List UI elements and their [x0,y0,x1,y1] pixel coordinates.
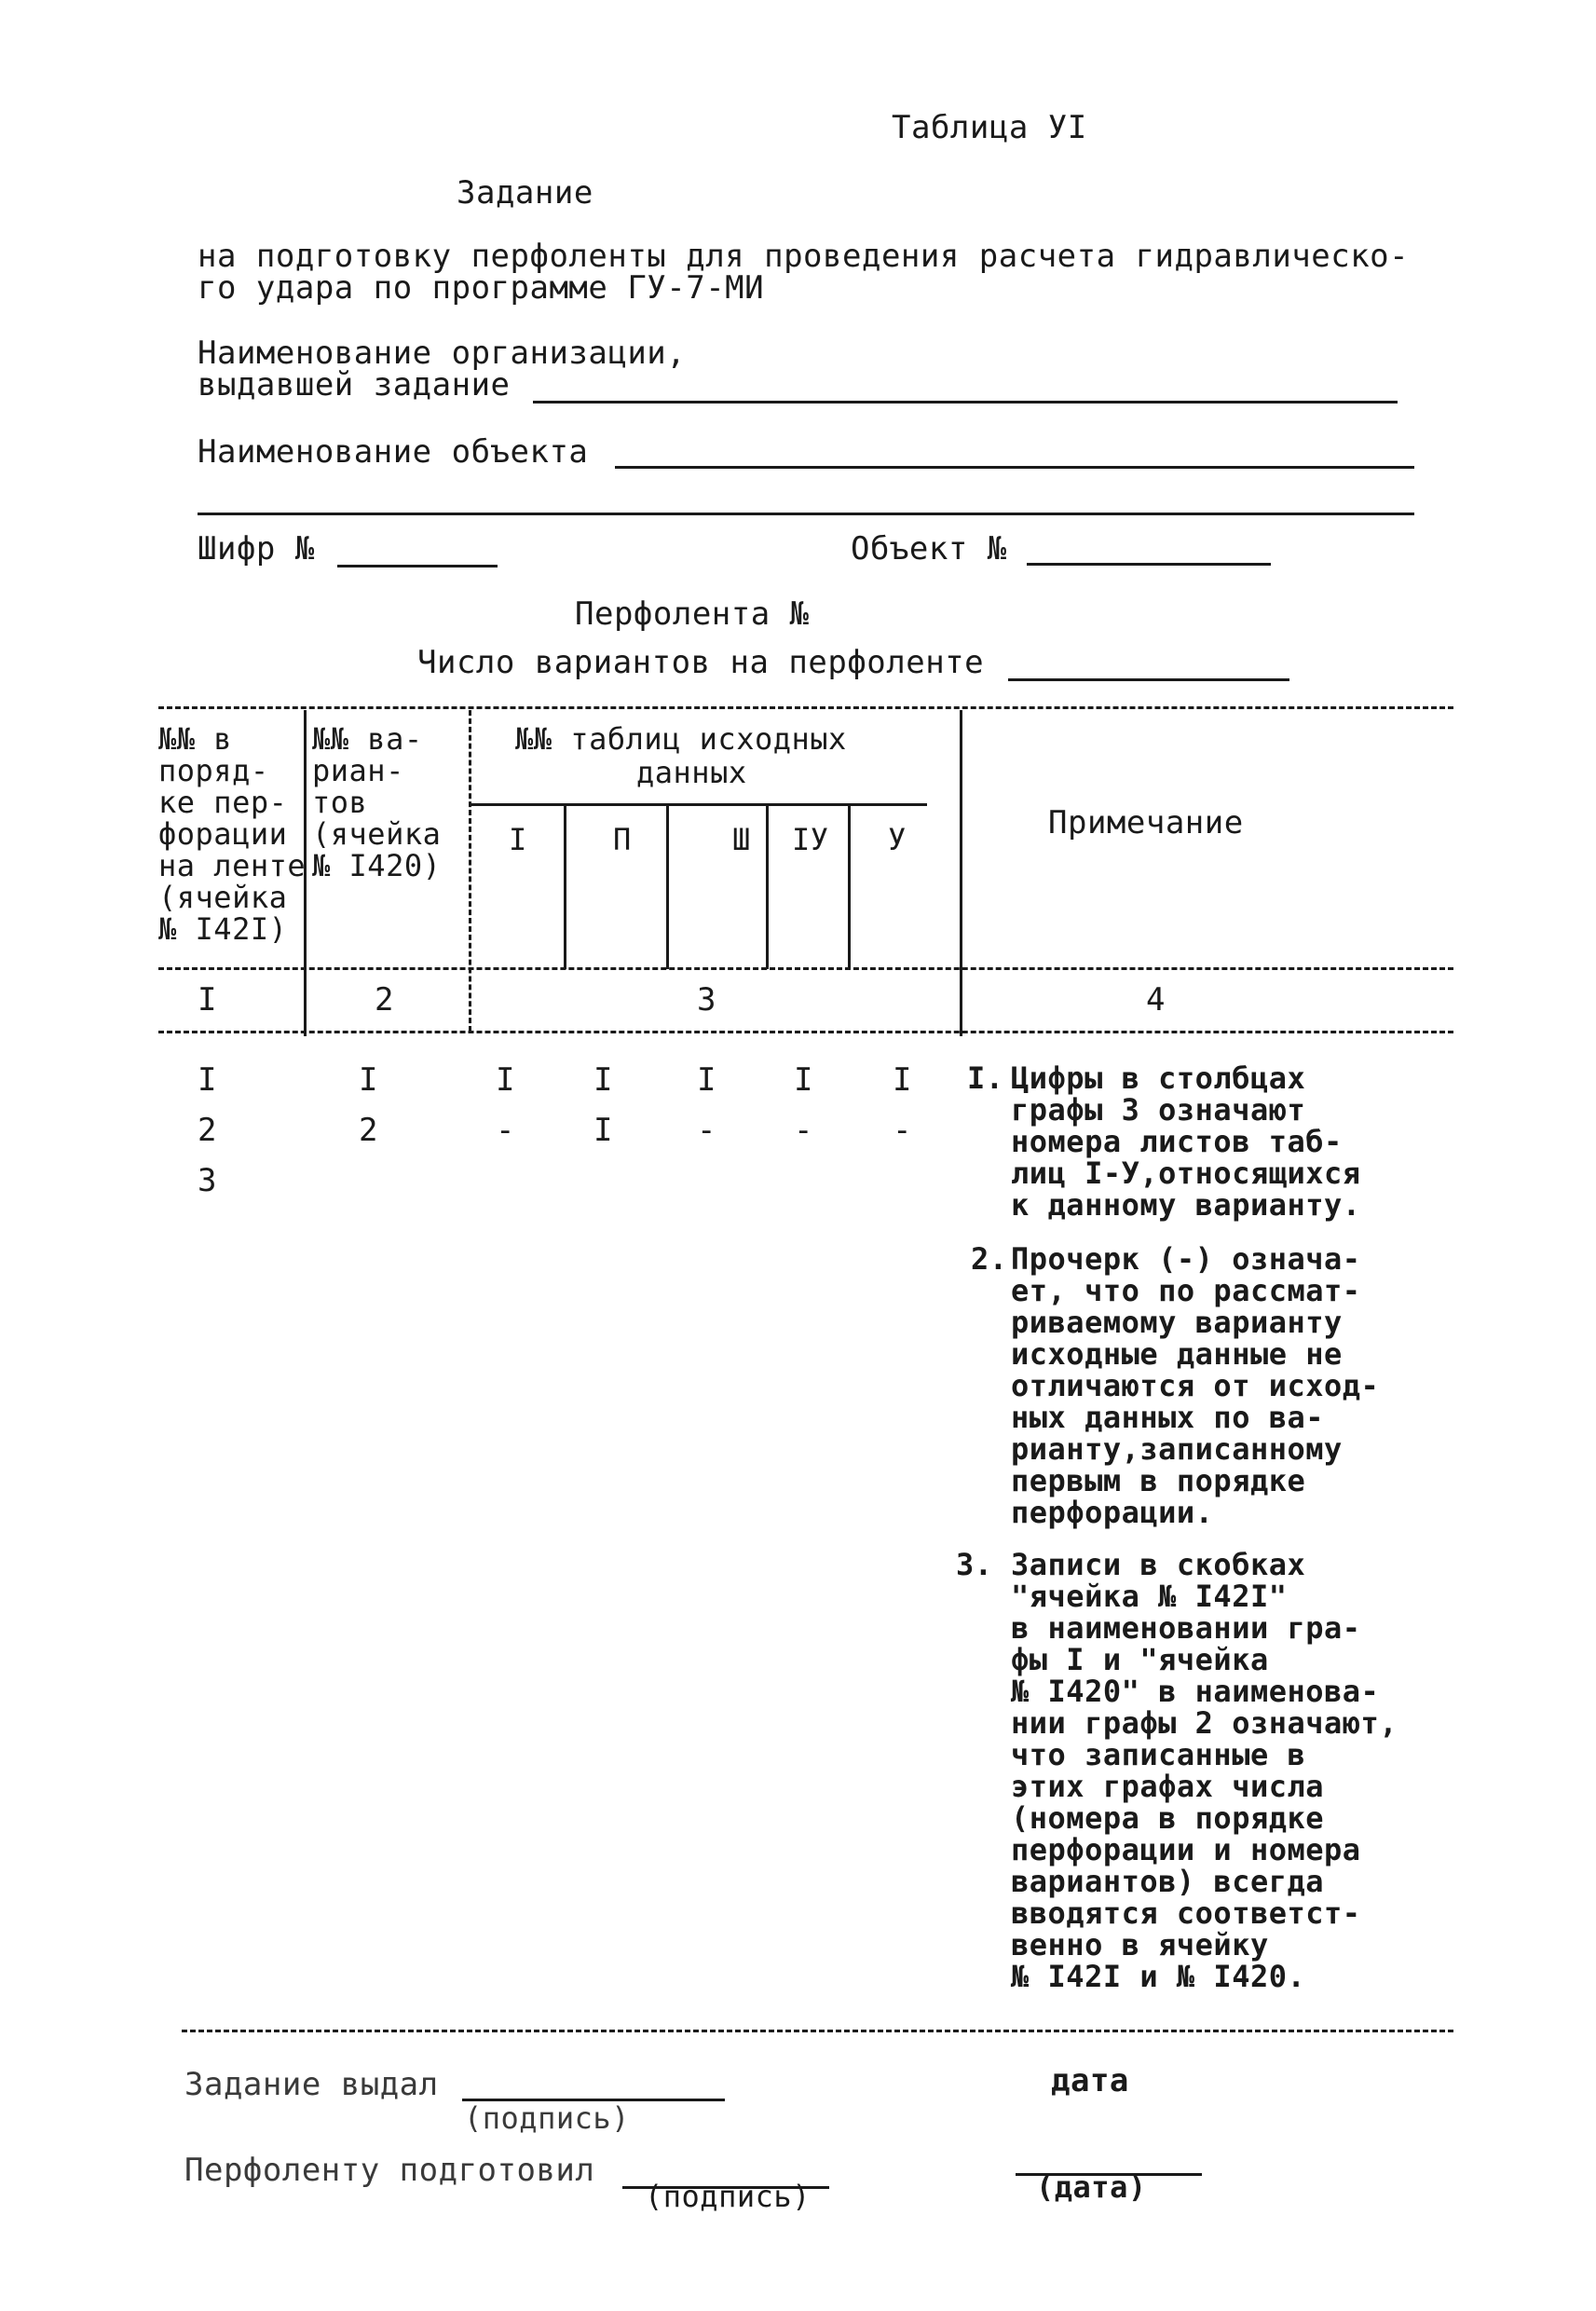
note-line: отличаются от исход- [1011,1368,1380,1403]
note-line: рианту,записанному [1011,1431,1343,1467]
col1-header-line: на ленте [158,848,307,883]
note-line: в наименовании гра- [1011,1610,1361,1646]
note-line: ет, что по рассмат- [1011,1273,1361,1308]
note-line: лиц I-У,относящихся [1011,1156,1361,1191]
note-text [1011,1062,1361,1221]
subcol-divider-4 [848,805,851,969]
note-number: 3. [956,1547,993,1582]
prepared-label: Перфоленту подготовил [184,2152,595,2189]
object-name-label: Наименование объекта [198,433,589,471]
col2-header-line: (ячейка [312,816,442,852]
note-line: этих графах числа [1011,1769,1325,1804]
note-number: I. [967,1060,1004,1096]
subtitle-line-2: го удара по программе ГУ-7-МИ [198,269,765,307]
subcol-divider-3 [766,805,769,969]
note-line: вариантов) всегда [1011,1864,1325,1899]
row-table-4: - [794,1112,813,1149]
note-line: ных данных по ва- [1011,1400,1325,1435]
note-line: графы 3 означают [1011,1092,1306,1128]
row-table-1: - [496,1112,515,1149]
cipher-field[interactable] [337,565,498,567]
row-table-2: I [593,1112,613,1149]
signature-caption: (подпись) [464,2100,630,2136]
row-variant: 2 [359,1112,378,1149]
subtitle-line-1: на подготовку перфоленты для проведения расчета гидравлическо- [198,238,1410,275]
date-label: дата [1051,2062,1129,2099]
note-line: первым в порядке [1011,1463,1306,1498]
signature-caption-2: (подпись) [645,2179,811,2214]
note-line: Прочерк (-) означа- [1011,1241,1361,1277]
row-table-1: I [496,1061,515,1099]
col1-header-line: (ячейка [158,880,288,915]
note-line: номера листов таб- [1011,1124,1343,1159]
col2-header-line: №№ ва- [312,721,423,757]
note-text [1011,1549,1398,1992]
subheader-rule [469,803,927,806]
note-line: венно в ячейку [1011,1927,1269,1962]
col-divider-3 [960,710,962,1036]
tape-no-label: Перфолента № [575,595,810,633]
col2-header [312,723,441,882]
note-line: Записи в скобках [1011,1547,1306,1582]
note-line: перфорации и номера [1011,1832,1361,1867]
note-line: что записанные в [1011,1737,1306,1772]
variants-count-label: Число вариантов на перфоленте [417,644,985,681]
object-no-label: Объект № [851,530,1007,567]
subcol-header-3: Ш [732,822,751,857]
note-line: "ячейка № I42I" [1011,1579,1288,1614]
col1-header-line: № I42I) [158,911,288,947]
row-order: I [198,1061,217,1099]
subcol-divider-2 [666,803,669,969]
subcol-header-4: IУ [792,822,829,857]
colnum-bottom-border [158,1031,1453,1033]
note-line: № I420" в наименова- [1011,1674,1380,1709]
object-no-field[interactable] [1027,563,1271,566]
row-variant: I [359,1061,378,1099]
date-caption: (дата) [1036,2169,1147,2205]
org-name-field[interactable] [533,401,1398,403]
note-line: исходные данные не [1011,1336,1343,1372]
row-table-4: I [794,1061,813,1099]
colnum-1: I [198,981,217,1019]
document-title: Задание [457,174,593,212]
subcol-header-5: У [888,822,907,857]
table-top-border [158,706,1453,709]
table-label: Таблица УI [892,109,1087,146]
col3-header-line-1: №№ таблиц исходных [515,721,847,757]
col2-header-line: тов [312,785,368,820]
row-table-5: - [893,1112,912,1149]
note-line: (номера в порядке [1011,1800,1325,1836]
col1-header-line: форации [158,816,288,852]
colnum-2: 2 [375,981,394,1019]
object-name-field-line-2[interactable] [198,513,1414,515]
colnum-4: 4 [1146,981,1166,1019]
row-table-3: - [697,1112,716,1149]
note-number: 2. [971,1241,1008,1277]
subcol-header-2: П [613,822,632,857]
issued-label: Задание выдал [184,2066,439,2103]
col-divider-2 [469,710,471,1032]
col1-header [158,723,306,945]
col2-header-line: риан- [312,753,404,788]
col3-header-line-2: данных [636,755,747,790]
header-bottom-border [158,967,1453,970]
subcol-header-1: I [509,822,527,857]
note-text [1011,1243,1379,1528]
note-line: Цифры в столбцах [1011,1060,1306,1096]
col1-header-line: ке пер- [158,785,288,820]
row-order: 2 [198,1112,217,1149]
variants-count-field[interactable] [1008,678,1289,681]
object-name-field[interactable] [615,466,1414,469]
note-line: № I42I и № I420. [1011,1959,1306,1994]
col2-header-line: № I420) [312,848,442,883]
org-label [198,337,686,401]
org-label-line-1: Наименование организации, [198,335,687,372]
note-line: фы I и "ячейка [1011,1642,1269,1677]
row-table-5: I [893,1061,912,1099]
document-subtitle [198,238,1410,307]
note-line: риваемому варианту [1011,1305,1343,1340]
subcol-divider-1 [564,805,566,969]
col1-header-line: поряд- [158,753,269,788]
col1-header-line: №№ в [158,721,233,757]
row-order: 3 [198,1162,217,1199]
colnum-3: 3 [697,981,716,1019]
row-table-2: I [593,1061,613,1099]
row-table-3: I [697,1061,716,1099]
note-line: вводятся соответст- [1011,1895,1361,1931]
org-label-line-2: выдавшей задание [198,366,511,403]
note-line: перфорации. [1011,1495,1214,1530]
note-line: нии графы 2 означают, [1011,1705,1398,1741]
note-line: к данному варианту. [1011,1187,1361,1223]
footer-separator [182,2030,1453,2032]
cipher-label: Шифр № [198,530,315,567]
col4-header: Примечание [1048,804,1244,841]
